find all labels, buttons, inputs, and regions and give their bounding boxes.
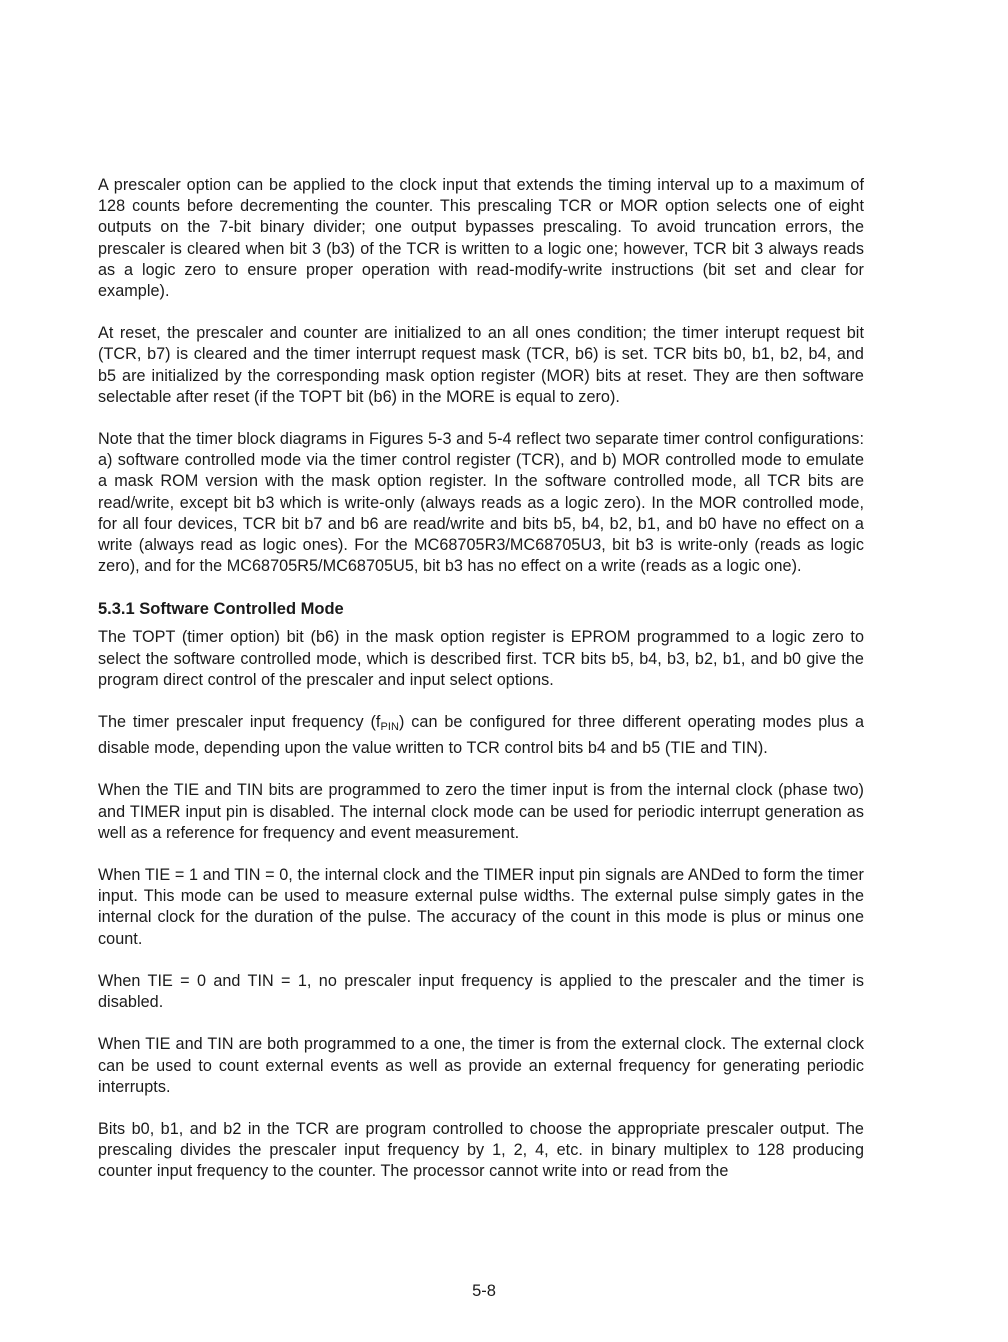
paragraph-reset-behavior: At reset, the prescaler and counter are initialized to an all ones condition; the timer interupt request bit (TCR, b7) is cleared and the timer interrupt request mask (TCR, b6) is set. TCR bits b0, b1, b2, b4, and b5 are initialized by the corresponding mask option register (MOR) bits at reset. They are then software selectable after reset (if the TOPT bit (b6) in the MORE is equal to zero). xyxy=(98,324,864,406)
page-number: 5-8 xyxy=(472,1282,496,1300)
paragraph-internal-clock-mode: When the TIE and TIN bits are programmed to zero the timer input is from the internal clock (phase two) and TIMER input pin is disabled. The internal clock mode can be used for periodic interrupt generation as well as a reference for frequency and event measurement. xyxy=(98,781,864,842)
paragraph-external-clock-mode: When TIE and TIN are both programmed to a one, the timer is from the external clock. The external clock can be used to count external events as well as provide an external frequency for generating periodic interrupts. xyxy=(98,1035,864,1096)
freq-subscript: PIN xyxy=(380,721,399,734)
paragraph-topt-bit: The TOPT (timer option) bit (b6) in the mask option register is EPROM programmed to a logic zero to select the software controlled mode, which is described first. TCR bits b5, b4, b3, b2, b1, and b0 give the program direct control of the prescaler and input select options. xyxy=(98,628,864,689)
freq-text-before: The timer prescaler input frequency (f xyxy=(98,713,381,732)
section-heading: 5.3.1 Software Controlled Mode xyxy=(98,600,344,619)
paragraph-block-diagram-note: Note that the timer block diagrams in Figures 5-3 and 5-4 reflect two separate timer control configurations: a) software controlled mode via the timer control register (TCR), and b) MOR controlled mode to emulate a mask ROM version with the mask option register. In the software controlled mode, all TCR bits are read/write, except bit b3 which is write-only (always reads as a logic zero). In the MOR controlled mode, for all four devices, TCR bit b7 and b6 are read/write and bits b5, b4, b2, b1, and b0 have no effect on a write (always read as logic ones). For the MC68705R3/MC68705U3, bit b3 is write-only (reads as logic zero), and for the MC68705R5/MC68705U5, bit b3 has no effect on a write (reads as a logic one). xyxy=(98,430,864,576)
paragraph-anded-mode: When TIE = 1 and TIN = 0, the internal clock and the TIMER input pin signals are ANDed to form the timer input. This mode can be used to measure external pulse widths. The external pulse simply gates in the internal clock for the duration of the pulse. The accuracy of the count in this mode is plus or minus one count. xyxy=(98,866,864,948)
document-body xyxy=(98,175,864,1204)
paragraph-disabled-mode: When TIE = 0 and TIN = 1, no prescaler input frequency is applied to the prescaler and the timer is disabled. xyxy=(98,971,864,1012)
freq-text-after: ) can be configured for three different operating modes plus a disable mode, depending upon the value written to TCR control bits b4 and b5 (TIE and TIN). xyxy=(98,713,865,758)
paragraph-prescaler-output-bits: Bits b0, b1, and b2 in the TCR are program controlled to choose the appropriate prescaler output. The prescaling divides the prescaler input frequency by 1, 2, 4, etc. in binary multiplex to 128 producing counter input frequency to the counter. The processor cannot write into or read from the xyxy=(98,1119,864,1181)
paragraph-prescaler-frequency xyxy=(98,712,864,759)
paragraph-prescaler-option: A prescaler option can be applied to the clock input that extends the timing interval up to a maximum of 128 counts before decrementing the counter. This prescaling TCR or MOR option selects one of eight outputs on the 7-bit binary divider; one output bypasses prescaling. To avoid truncation errors, the prescaler is cleared when bit 3 (b3) of the TCR is written to a logic one; however, TCR bit 3 always reads as a logic zero to ensure proper operation with read-modify-write instructions (bit set and clear for example). xyxy=(98,176,864,301)
